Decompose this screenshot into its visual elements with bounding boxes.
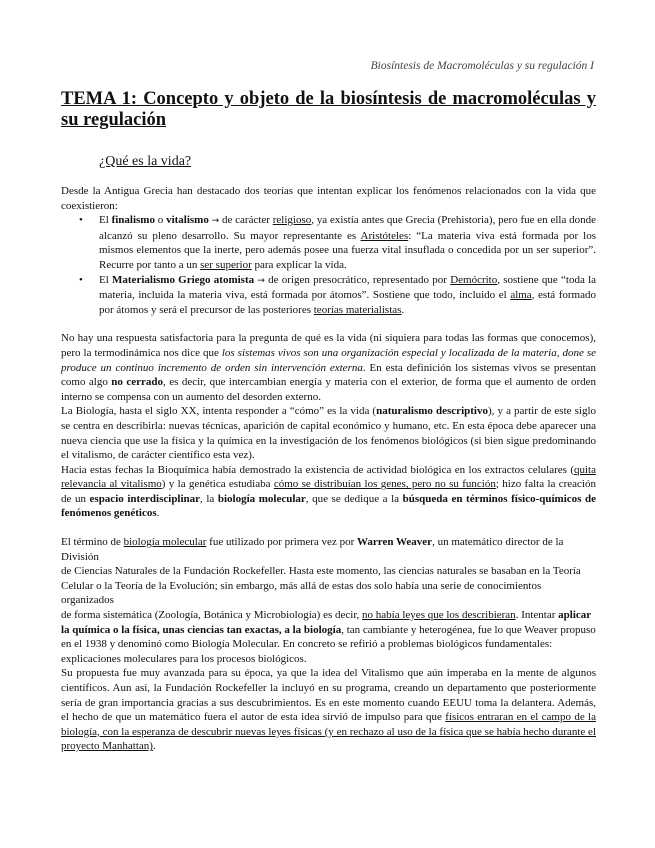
paragraph-thermodynamics: No hay una respuesta satisfactoria para la pregunta de qué es la vida (ni siquiera para todas las formas que conocemos), pero la termodinámica nos dice que los sistemas vivos son una organización especial y localizada de la materia, done se produce un continuo incremento de orden sin intervención externa. En esta definición los sistemas vivos se presentan como algo no cerrado, es decir, que intercambian energía y materia con el exterior, de forma que el aumento de orden interno se compensa con un aumento del desorden externo. [61, 332, 596, 403]
paragraph-weaver: El término de biología molecular fue utilizado por primera vez por Warren Weaver, un matemático director de la División de Ciencias Naturales de la Fundación Rockefeller. Hasta este momento, las ciencias naturales se basaban en la Teoría Celular o la Teoría de la Evolución; sin embargo, más allá de estas dos solo había una serie de conocimientos organizados de forma sistemática (Zoología, Botánica y Microbiología) es decir, no había leyes que los describieran. Intentar aplicar la química o la física, unas ciencias tan exactas, a la biología, tan cambiante y heterogénea, fue lo que Weaver propuso en el 1938 y denominó como Biología Molecular. En concreto se refirió a problemas biológicos fundamentales: explicaciones moleculares para los procesos biológicos. [61, 536, 596, 665]
paragraph-biology: La Biología, hasta el siglo XX, intenta responder a “cómo” es la vida (naturalismo descriptivo), y a partir de este siglo se centra en describirla: nuevas técnicas, aparición de capital económico y humano, etc. En esta época debe aparecer una nueva ciencia que use la física y la química en la investigación de los fenómenos biológicos (si bien sigue predominando el vitalismo, de carácter científico esta vez). [61, 405, 597, 462]
list-item: • El finalismo o vitalismo → de carácter religioso, ya existía antes que Grecia (Prehistoria), pero fue en ella donde alcanzó su pleno desarrollo. Su mayor representante es Aristóteles: “La materia viva está formada por los mismos elementos que la inerte, pero además posee una fuerza vital insuflada o concedida por un ser superior”. Recurre por tanto a un ser superior para explicar la vida. [99, 213, 596, 272]
intro-paragraph: Desde la Antigua Grecia han destacado dos teorías que intentan explicar los fenómenos relacionados con la vida que coexistieron: [61, 185, 596, 212]
running-header: Biosíntesis de Macromoléculas y su regulación I [370, 60, 594, 72]
section-heading: ¿Qué es la vida? [99, 154, 192, 169]
arrow-icon: → [257, 275, 265, 286]
paragraph-biochemistry: Hacia estas fechas la Bioquímica había demostrado la existencia de actividad biológica en los extractos celulares (quita relevancia al vitalismo) y la genética estudiaba cómo se distribuían los genes, pero no su función; hizo falta la creación de un espacio interdisciplinar, la biología molecular, que se dedique a la búsqueda en términos físico-químicos de fenómenos genéticos. [61, 463, 596, 520]
list-item: • El Materialismo Griego atomista → de origen presocrático, representado por Demócrito, sostiene que “toda la materia, incluida la materia viva, está formada por átomos”. Sostiene que todo, incluido el alma, está formado por átomos y será el precursor de las posteriores teorías materialistas. [99, 273, 596, 318]
arrow-icon: → [211, 216, 220, 227]
paragraph-rockefeller: Su propuesta fue muy avanzada para su época, ya que la idea del Vitalismo que aún imperaba en la mente de algunos científicos. Aun así, la Fundación Rockefeller la incluyó en su programa, creando un departamento que posteriormente sería de gran importancia gracias a sus descubrimientos. Es en este momento cuando EEUU toma la delantera. Además, el hecho de que un matemático fuera el autor de esta idea sirvió de impulso para que físicos entraran en el campo de la biología, con la esperanza de descubrir nuevas leyes físicas (y en rechazo al uso de la física que se había hecho durante el proyecto Manhattan). [61, 667, 596, 753]
bullet-list [61, 213, 596, 317]
document-body [61, 184, 596, 754]
page-title: TEMA 1: Concepto y objeto de la biosíntesis de macromoléculas y su regulación [61, 89, 596, 130]
